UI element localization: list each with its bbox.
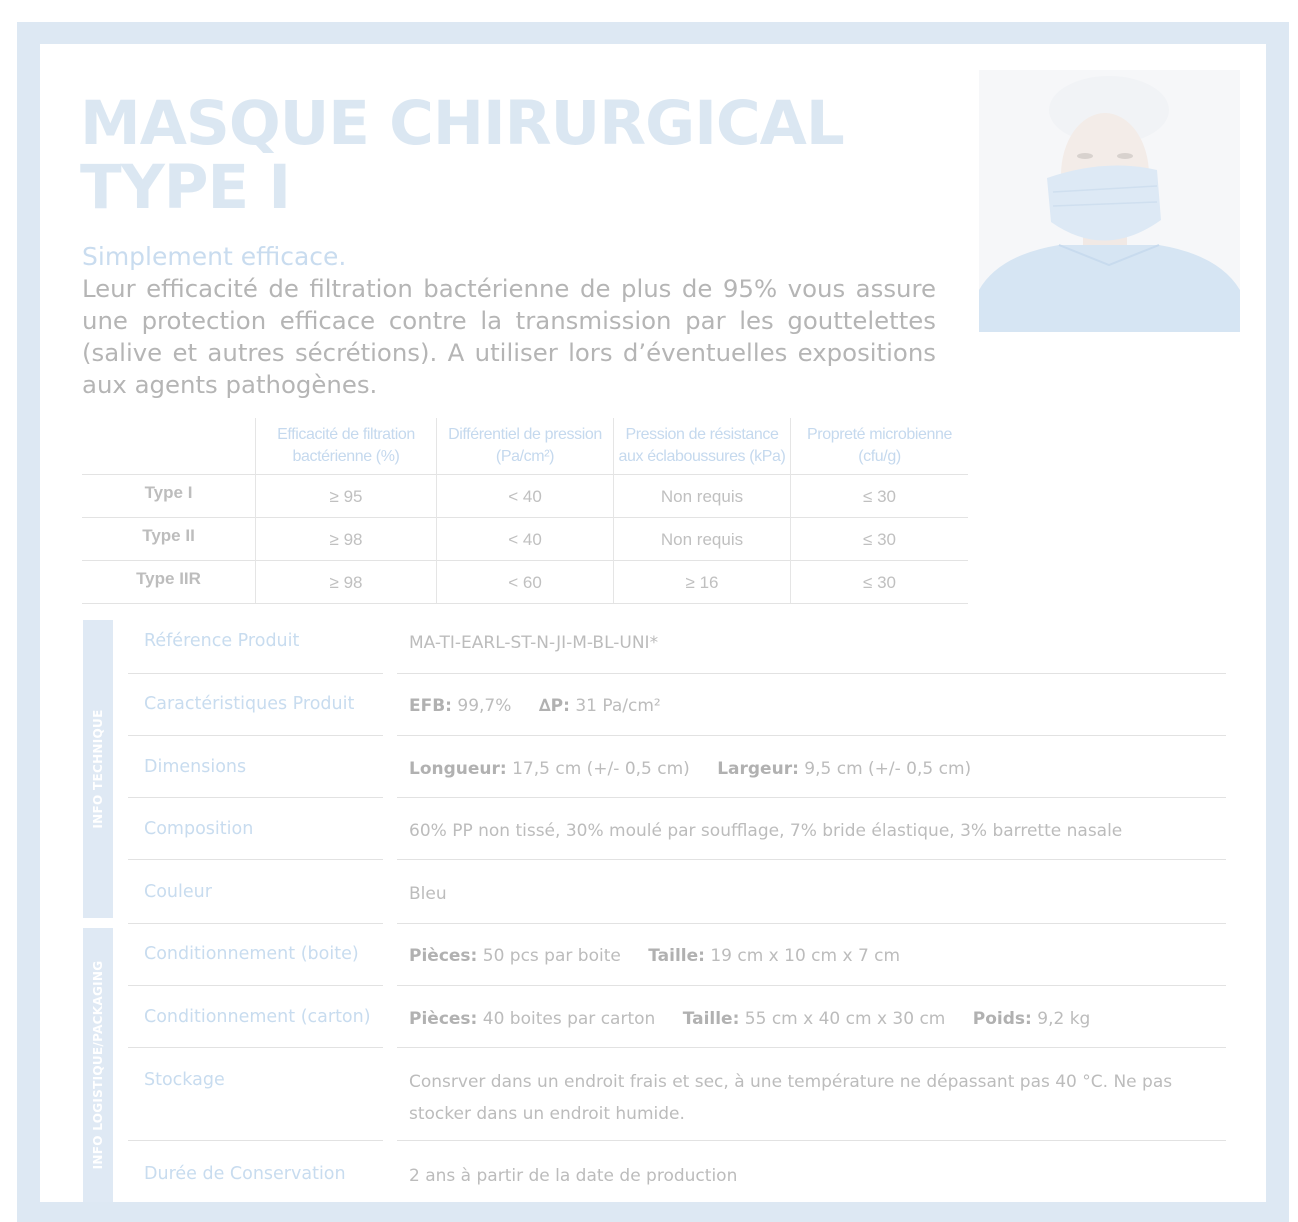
spec-key: Composition <box>144 819 254 839</box>
column-header: Propreté microbienne (cfu/g) <box>791 418 969 475</box>
spec-key: Conditionnement (carton) <box>144 1007 371 1027</box>
divider <box>397 797 1226 798</box>
carton-weight-value: 9,2 kg <box>1037 1009 1091 1029</box>
divider <box>128 859 383 860</box>
divider <box>128 673 383 674</box>
table-header-row <box>82 418 968 475</box>
divider <box>128 797 383 798</box>
spec-value <box>409 878 1219 910</box>
box-size-value: 19 cm x 10 cm x 7 cm <box>710 946 901 966</box>
spec-key: Durée de Conservation <box>144 1164 346 1184</box>
spec-row-composition <box>128 809 1226 861</box>
spec-row-reference <box>128 621 1226 673</box>
mask-types-table <box>82 418 968 604</box>
length-label: Longueur: <box>409 759 507 779</box>
width-value: 9,5 cm (+/- 0,5 cm) <box>804 759 972 779</box>
divider <box>128 1047 383 1048</box>
divider <box>128 735 383 736</box>
composition-value: 60% PP non tissé, 30% moulé par soufflage, 7% bride élastique, 3% barrette nasale <box>409 821 1123 841</box>
section-tab-logistics <box>83 928 113 1202</box>
carton-pieces-label: Pièces: <box>409 1009 478 1029</box>
spec-key: Dimensions <box>144 757 247 777</box>
table-cell: ≤ 30 <box>791 561 969 604</box>
carton-weight-label: Poids: <box>972 1009 1032 1029</box>
row-label: Type IIR <box>82 561 256 604</box>
storage-value: Consrver dans un endroit frais et sec, à une température ne dépassant pas 40 °C. Ne pas stocker dans un endroit humide. <box>409 1072 1173 1124</box>
spec-row-storage <box>128 1060 1226 1142</box>
divider <box>397 1140 1226 1141</box>
product-photo <box>979 70 1240 332</box>
spec-key: Conditionnement (boite) <box>144 944 359 964</box>
divider <box>397 859 1226 860</box>
divider <box>128 923 383 924</box>
spec-row-box <box>128 934 1226 986</box>
spec-row-dimensions <box>128 747 1226 799</box>
color-value: Bleu <box>409 884 447 904</box>
spec-key: Couleur <box>144 882 212 902</box>
table-corner <box>82 418 256 475</box>
product-title <box>80 88 844 223</box>
table-cell: Non requis <box>614 475 791 518</box>
title-line-1: MASQUE CHIRURGICAL <box>80 88 844 159</box>
box-pieces-label: Pièces: <box>409 946 478 966</box>
product-description: Leur efficacité de filtration bactérienne de plus de 95% vous assure une protection efficace contre la transmission par les gouttelettes (salive et autres sécrétions). A utiliser lors d’éventuelles expositions aux agents pathogènes. <box>82 274 936 399</box>
table-cell: ≤ 30 <box>791 475 969 518</box>
box-size-label: Taille: <box>648 946 705 966</box>
carton-size-label: Taille: <box>682 1009 740 1029</box>
spec-key: Référence Produit <box>144 631 300 651</box>
shelf-life-value: 2 ans à partir de la date de production <box>409 1166 738 1186</box>
spec-key: Stockage <box>144 1070 225 1090</box>
column-header: Différentiel de pression (Pa/cm²) <box>437 418 614 475</box>
spec-value <box>409 1160 1219 1192</box>
table-cell: ≥ 95 <box>256 475 437 518</box>
spec-value <box>409 753 1219 785</box>
table-cell: ≥ 98 <box>256 561 437 604</box>
spec-value <box>409 815 1219 847</box>
efb-label: EFB: <box>409 696 452 716</box>
spec-row-color <box>128 872 1226 924</box>
length-value: 17,5 cm (+/- 0,5 cm) <box>512 759 690 779</box>
table-cell: ≤ 30 <box>791 518 969 561</box>
spec-row-shelf-life <box>128 1154 1226 1202</box>
spec-key: Caractéristiques Produit <box>144 694 355 714</box>
table-cell: ≥ 16 <box>614 561 791 604</box>
table-cell: ≥ 98 <box>256 518 437 561</box>
dp-label: ∆P: <box>538 696 570 716</box>
tagline: Simplement efficace. <box>82 242 347 271</box>
carton-size-value: 55 cm x 40 cm x 30 cm <box>744 1009 946 1029</box>
divider <box>397 735 1226 736</box>
column-header: Pression de résistance aux éclaboussures (kPa) <box>614 418 791 475</box>
column-header: Efficacité de filtration bactérienne (%) <box>256 418 437 475</box>
divider <box>397 673 1226 674</box>
table-row <box>82 518 968 561</box>
dp-value: 31 Pa/cm² <box>575 696 661 716</box>
reference-value: MA-TI-EARL-ST-N-JI-M-BL-UNI* <box>409 633 659 653</box>
carton-pieces-value: 40 boites par carton <box>482 1009 656 1029</box>
section-label-logistics: INFO LOGISTIQUE/PACKAGING <box>91 960 105 1170</box>
divider <box>397 923 1226 924</box>
spec-value <box>409 690 1219 722</box>
spec-value <box>409 1003 1219 1035</box>
divider <box>128 1140 383 1141</box>
spec-value <box>409 627 1219 659</box>
title-line-2: TYPE I <box>80 152 291 223</box>
spec-value <box>409 1066 1219 1130</box>
box-pieces-value: 50 pcs par boite <box>482 946 621 966</box>
table-cell: < 60 <box>437 561 614 604</box>
width-label: Largeur: <box>717 759 799 779</box>
table-row <box>82 475 968 518</box>
table-row <box>82 561 968 604</box>
section-label-tech: INFO TECHNIQUE <box>91 709 105 829</box>
divider <box>397 1047 1226 1048</box>
efb-value: 99,7% <box>457 696 512 716</box>
spec-value <box>409 940 1219 972</box>
row-label: Type I <box>82 475 256 518</box>
row-label: Type II <box>82 518 256 561</box>
spec-row-carton <box>128 997 1226 1049</box>
table-cell: < 40 <box>437 475 614 518</box>
table-cell: Non requis <box>614 518 791 561</box>
divider <box>397 985 1226 986</box>
divider <box>128 985 383 986</box>
table-cell: < 40 <box>437 518 614 561</box>
section-tab-tech <box>83 620 113 918</box>
spec-row-characteristics <box>128 684 1226 736</box>
